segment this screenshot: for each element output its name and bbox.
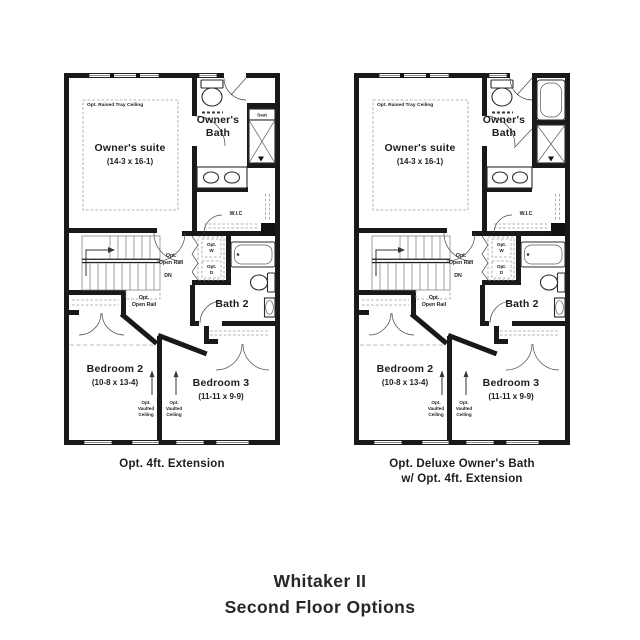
label-owners-suite-dim: (14-3 x 16-1) [106,157,154,166]
caption-right-line2: w/ Opt. 4ft. Extension [401,472,523,485]
label-bedroom-3: Bedroom 3 [482,377,540,389]
label-bedroom-2: Bedroom 2 [376,363,434,375]
label-vaulted-1b: Vaulted [137,406,155,411]
caption-right-plan [354,457,570,486]
toilet-icon [201,80,223,106]
label-bedroom-3-dim: (11-11 x 9-9) [198,392,244,401]
double-vanity-icon [487,167,532,188]
sheet-title-line2: Second Floor Options [224,597,416,617]
label-open-rail-1a: Opt. [455,253,467,259]
label-opt-d-2: D [209,270,214,275]
label-owners-bath-1: Owner's [482,114,526,126]
bedroom3-closet-shelf [210,331,270,335]
tray-ceiling-outline [83,100,178,210]
label-vaulted-1b: Vaulted [427,406,445,411]
caption-right-line1: Opt. Deluxe Owner's Bath [389,458,535,470]
caption-left-plan [64,457,280,472]
label-tray-ceiling: Opt. Raised Tray Ceiling [87,103,144,108]
label-opt-w-1: Opt. [496,242,507,247]
label-open-rail-1b: Open Rail [448,260,474,266]
label-wic: W.I.C [519,211,533,217]
door-swings [79,78,269,395]
garden-tub-icon [537,80,565,120]
label-owners-bath-1: Owner's [196,114,240,126]
staircase [82,236,160,299]
bath2-sink-icon [265,298,276,317]
label-vaulted-1c: Ceiling [428,412,444,417]
sheet-title [0,568,640,620]
label-vaulted-2c: Ceiling [166,412,182,417]
label-open-rail-2b: Open Rail [421,302,447,308]
label-dn: DN [454,273,462,279]
label-vaulted-1c: Ceiling [138,412,154,417]
label-owners-suite: Owner's suite [384,142,456,154]
label-opt-d-2: D [499,270,504,275]
label-bedroom-2: Bedroom 2 [86,363,144,375]
bath2-sink-icon [555,298,566,317]
label-owners-suite-dim: (14-3 x 16-1) [396,157,444,166]
chase-block [261,223,275,236]
label-dn: DN [164,273,172,279]
door-swings [369,78,559,395]
label-tray-ceiling: Opt. Raised Tray Ceiling [377,103,434,108]
bifold-door [482,236,488,280]
floor-plan-deluxe-owners-bath [354,73,570,445]
label-vaulted-2b: Vaulted [165,406,183,411]
label-opt-w-2: W [499,248,504,253]
bedroom2-closet-shelf [72,300,119,305]
label-open-rail-2b: Open Rail [131,302,157,308]
label-bedroom-2-dim: (10-8 x 13-4) [381,378,429,387]
label-owners-suite: Owner's suite [94,142,166,154]
label-vaulted-2b: Vaulted [455,406,473,411]
label-vaulted-1a: Opt. [141,400,151,405]
label-vaulted-1a: Opt. [431,400,441,405]
bath2-toilet-icon [251,273,276,292]
label-owners-bath-2: Bath [491,127,517,139]
label-vaulted-2a: Opt. [169,400,179,405]
label-wic: W.I.C [229,211,243,217]
label-open-rail-2a: Opt. [428,295,440,301]
bath2-toilet-icon [541,273,566,292]
label-vaulted-2c: Ceiling [456,412,472,417]
label-bath-2: Bath 2 [505,298,539,310]
label-vaulted-2a: Opt. [459,400,469,405]
shower-icon [514,125,565,163]
label-opt-w-1: Opt. [206,242,217,247]
label-opt-d-1: Opt. [496,264,507,269]
label-opt-d-1: Opt. [206,264,217,269]
staircase [372,236,450,299]
label-bedroom-3: Bedroom 3 [192,377,250,389]
caption-left-line1: Opt. 4ft. Extension [119,458,225,470]
floor-plan-opt-4ft-extension [64,73,280,445]
label-bedroom-2-dim: (10-8 x 13-4) [91,378,139,387]
label-seat: Seat [257,112,267,118]
label-open-rail-1b: Open Rail [158,260,184,266]
label-owners-bath-2: Bath [205,127,231,139]
label-bath-2: Bath 2 [215,298,249,310]
label-opt-w-2: W [209,248,214,253]
double-vanity-icon [197,167,247,188]
bedroom3-closet-shelf [500,331,560,335]
label-open-rail-1a: Opt. [165,253,177,259]
chase-block [551,223,565,236]
bath2-tub-icon [521,242,565,267]
sheet-title-line1: Whitaker II [273,571,367,591]
bath2-tub-icon [231,242,275,267]
label-open-rail-2a: Opt. [138,295,150,301]
bedroom2-closet-shelf [362,300,409,305]
toilet-icon [491,80,513,106]
tray-ceiling-outline [373,100,468,210]
bifold-door [192,236,198,280]
label-bedroom-3-dim: (11-11 x 9-9) [488,392,534,401]
